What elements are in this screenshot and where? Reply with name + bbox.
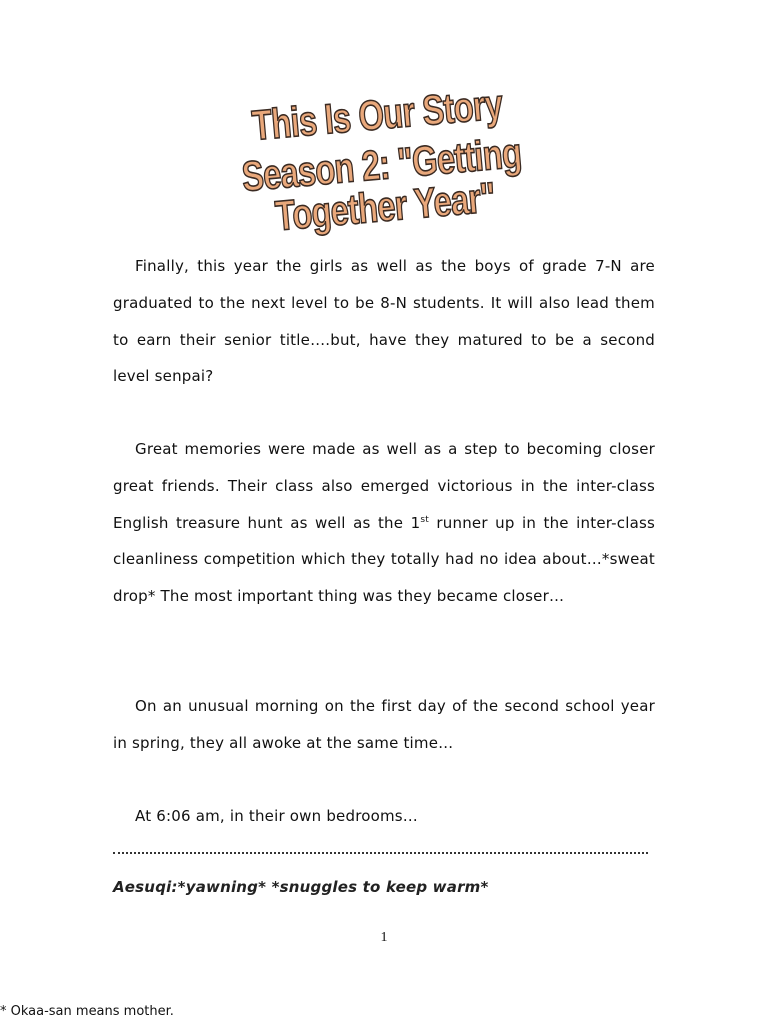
paragraph-2-part-a: Great memories were made as well as a step to becoming closer great friends. Their class also emerged victorious in the inter-class English treasure hunt as well as the 1 xyxy=(113,440,655,532)
ordinal-superscript: st xyxy=(420,514,429,525)
paragraph-morning xyxy=(113,688,655,762)
title-line-2: Season 2: "Getting Together Year" xyxy=(239,128,523,240)
paragraph-2-part-b: runner up in the inter-class cleanliness competition which they totally had no idea about…*sweat drop* The most important thing was they became closer… xyxy=(113,513,656,606)
title-wordart xyxy=(146,68,615,240)
footnote: * Okaa-san means mother. xyxy=(0,1004,174,1019)
paragraph-3-text: On an unusual morning on the first day of the second school year in spring, they all awoke at the same time… xyxy=(113,697,655,752)
dotted-divider xyxy=(113,852,648,854)
paragraph-4-text: At 6:06 am, in their own bedrooms… xyxy=(135,807,419,825)
title-line-1: This Is Our Story xyxy=(250,80,504,149)
page-number: 1 xyxy=(380,930,388,945)
dialogue-aesuqi: Aesuqi:*yawning* *snuggles to keep warm* xyxy=(113,878,489,896)
paragraph-2-text xyxy=(113,431,655,615)
paragraph-intro xyxy=(113,248,655,395)
paragraph-memories xyxy=(113,431,655,615)
paragraph-time xyxy=(113,798,655,835)
paragraph-1-text: Finally, this year the girls as well as the boys of grade 7-N are graduated to the next level to be 8-N students. It will also lead them to earn their senior title….but, have they matured to be a second level senpai? xyxy=(113,257,655,386)
